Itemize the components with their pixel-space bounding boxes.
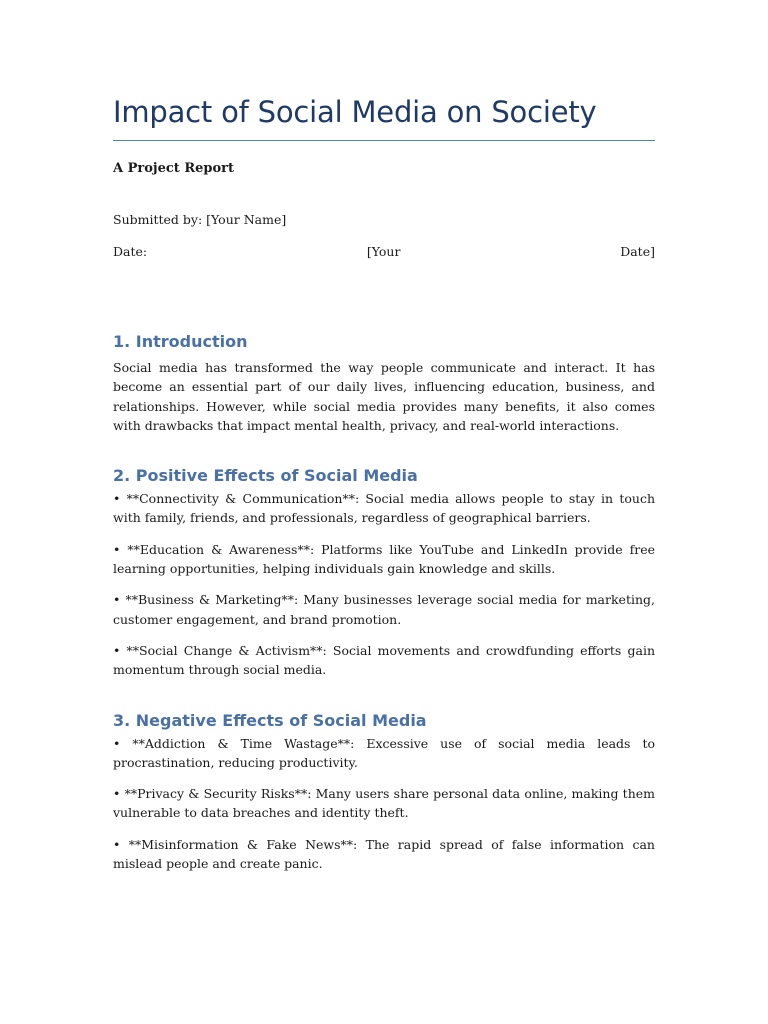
bullet-item: • **Business & Marketing**: Many businesses leverage social media for marketing, customer engagement, and brand promotion. <box>113 592 655 627</box>
document-content <box>113 92 655 873</box>
bullet-item: • **Misinformation & Fake News**: The rapid spread of false information can mislead people and create panic. <box>113 836 655 872</box>
bullet-item: • **Privacy & Security Risks**: Many users share personal data online, making them vulnerable to data breaches and identity theft. <box>113 786 655 821</box>
bullet-item: • **Connectivity & Communication**: Social media allows people to stay in touch with family, friends, and professionals, regardless of geographical barriers. <box>113 491 655 526</box>
document-title: Impact of Social Media on Society <box>113 92 655 141</box>
section-heading-negative-effects: 3. Negative Effects of Social Media <box>113 710 427 730</box>
bullet-item: • **Education & Awareness**: Platforms like YouTube and LinkedIn provide free learning opportunities, helping individuals gain knowledge and skills. <box>113 541 655 577</box>
document-subtitle: A Project Report <box>113 161 235 176</box>
introduction-paragraph: Social media has transformed the way people communicate and interact. It has become an essential part of our daily lives, influencing education, business, and relationships. However, while social media provides many benefits, it also comes with drawbacks that impact mental health, privacy, and real-world interactions. <box>113 360 655 433</box>
date-placeholder-start: [Your <box>366 244 401 259</box>
section-heading-positive-effects: 2. Positive Effects of Social Media <box>113 466 418 486</box>
date-placeholder-end: Date] <box>620 244 655 259</box>
date-label: Date: <box>113 244 148 259</box>
submitted-by-line: Submitted by: [Your Name] <box>113 212 287 227</box>
date-line <box>113 243 655 261</box>
bullet-item: • **Addiction & Time Wastage**: Excessive use of social media leads to procrastination, reducing productivity. <box>113 735 655 770</box>
bullet-item: • **Social Change & Activism**: Social movements and crowdfunding efforts gain momentum through social media. <box>113 642 655 678</box>
section-heading-introduction: 1. Introduction <box>113 332 248 351</box>
